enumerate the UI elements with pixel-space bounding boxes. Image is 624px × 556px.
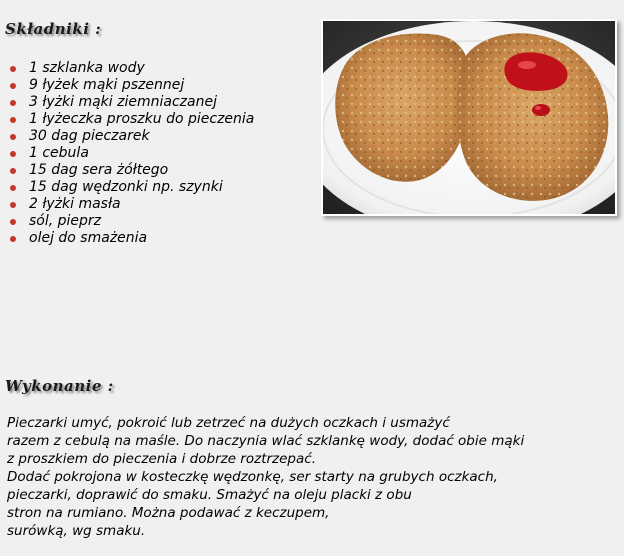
ingredients-list — [10, 60, 254, 247]
ingredient-text: 15 dag sera żółtego — [29, 162, 169, 178]
ingredients-heading: Składniki : — [5, 20, 102, 38]
ingredient-text: 9 łyżek mąki pszennej — [29, 77, 185, 93]
preparation-line: Pieczarki umyć, pokroić lub zetrzeć na dużych oczkach i usmażyć — [7, 415, 450, 431]
preparation-line: stron na rumiano. Można podawać z keczupem, — [7, 505, 330, 521]
bullet-icon — [10, 151, 16, 157]
bullet-icon — [10, 100, 16, 106]
bullet-icon — [10, 185, 16, 191]
preparation-line: z proszkiem do pieczenia i dobrze roztrzepać. — [7, 451, 316, 467]
bullet-icon — [10, 66, 16, 72]
bullet-icon — [10, 219, 16, 225]
dish-photo — [321, 19, 617, 216]
list-item — [10, 179, 254, 196]
preparation-line: surówką, wg smaku. — [7, 523, 146, 539]
ingredient-text: 1 łyżeczka proszku do pieczenia — [29, 111, 255, 127]
list-item — [10, 128, 254, 145]
list-item — [10, 162, 254, 179]
preparation-line: razem z cebulą na maśle. Do naczynia wlać szklankę wody, dodać obie mąki — [7, 433, 525, 449]
list-item — [10, 111, 254, 128]
list-item — [10, 196, 254, 213]
bullet-icon — [10, 236, 16, 242]
list-item — [10, 77, 254, 94]
ingredient-text: olej do smażenia — [29, 230, 148, 246]
list-item — [10, 213, 254, 230]
bullet-icon — [10, 83, 16, 89]
ingredient-text: 15 dag wędzonki np. szynki — [29, 179, 223, 195]
ingredient-text: 2 łyżki masła — [29, 196, 121, 212]
ingredient-text: sól, pieprz — [29, 213, 102, 229]
ingredient-text: 1 szklanka wody — [29, 60, 145, 76]
list-item — [10, 60, 254, 77]
ingredient-text: 30 dag pieczarek — [29, 128, 150, 144]
bullet-icon — [10, 168, 16, 174]
list-item — [10, 94, 254, 111]
preparation-line: pieczarki, doprawić do smaku. Smażyć na oleju placki z obu — [7, 487, 412, 503]
bullet-icon — [10, 202, 16, 208]
dish-illustration — [323, 21, 615, 214]
preparation-text — [7, 414, 524, 540]
preparation-line: Dodać pokrojona w kosteczkę wędzonkę, ser starty na grubych oczkach, — [7, 469, 498, 485]
ingredient-text: 3 łyżki mąki ziemniaczanej — [29, 94, 217, 110]
bullet-icon — [10, 117, 16, 123]
list-item — [10, 145, 254, 162]
ingredient-text: 1 cebula — [29, 145, 89, 161]
bullet-icon — [10, 134, 16, 140]
preparation-heading: Wykonanie : — [5, 377, 114, 395]
list-item — [10, 230, 254, 247]
